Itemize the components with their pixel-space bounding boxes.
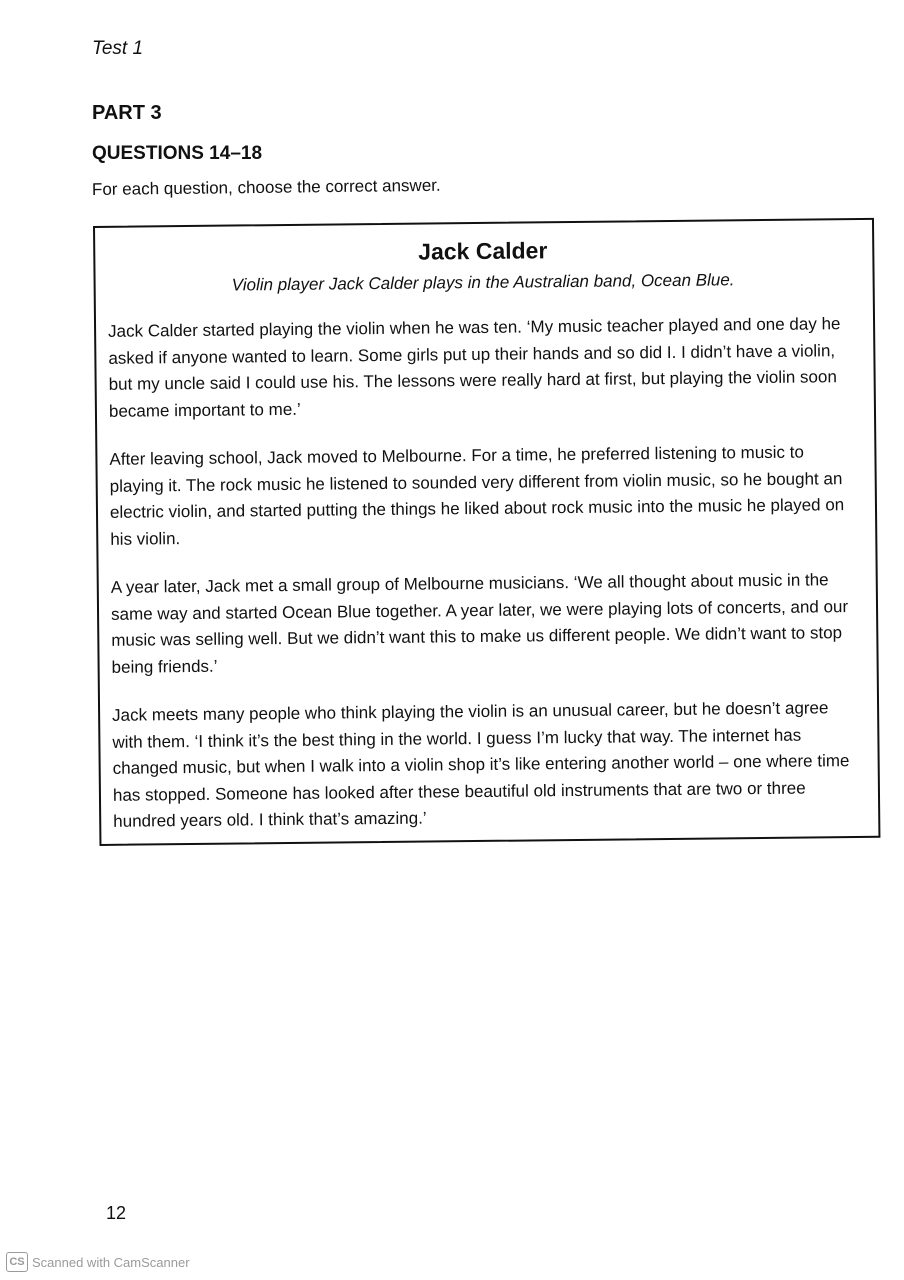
- scanner-watermark: [6, 1252, 190, 1272]
- passage-paragraph-3: A year later, Jack met a small group of Melbourne musicians. ‘We all thought about music in the same way and started Ocean Blue together. A year later, we were playing lots of concerts, and our music was selling well. But we didn’t want this to make us different people. We didn’t want to stop being friends.’: [110, 570, 849, 677]
- page-number: 12: [106, 1203, 127, 1223]
- passage-title: Jack Calder: [418, 237, 548, 265]
- scanner-text: Scanned with CamScanner: [32, 1254, 190, 1270]
- passage-subtitle: Violin player Jack Calder plays in the Australian band, Ocean Blue.: [231, 270, 735, 295]
- passage-box: [93, 218, 880, 846]
- passage-paragraph-1: Jack Calder started playing the violin when he was ten. ‘My music teacher played and one day he asked if anyone wanted to learn. Some girls put up their hands and so did I. I didn’t have a violin, but my uncle said I could use his. The lessons were really hard at first, but playing the violin soon became important to me.’: [108, 314, 841, 421]
- camscanner-logo-icon: CS: [6, 1252, 28, 1272]
- passage-paragraph-2: After leaving school, Jack moved to Melbourne. For a time, he preferred listening to music to playing it. The rock music he listened to sounded very different from violin music, so he bought an electric violin, and started putting the things he liked about rock music into the music he played on his violin.: [109, 442, 845, 549]
- questions-title: QUESTIONS 14–18: [92, 143, 263, 164]
- passage-paragraph-4: Jack meets many people who think playing the violin is an unusual career, but he doesn’t agree with them. ‘I think it’s the best thing in the world. I guess I’m lucky that way. The internet has changed music, but when I walk into a violin shop it’s like entering another world – one where time has stopped. Someone has looked after these beautiful old instruments that are two or three hundred years old. I think that’s amazing.’: [112, 698, 850, 831]
- part-title: PART 3: [92, 102, 162, 124]
- running-head: Test 1: [92, 38, 144, 59]
- instruction-text: For each question, choose the correct answer.: [91, 175, 441, 199]
